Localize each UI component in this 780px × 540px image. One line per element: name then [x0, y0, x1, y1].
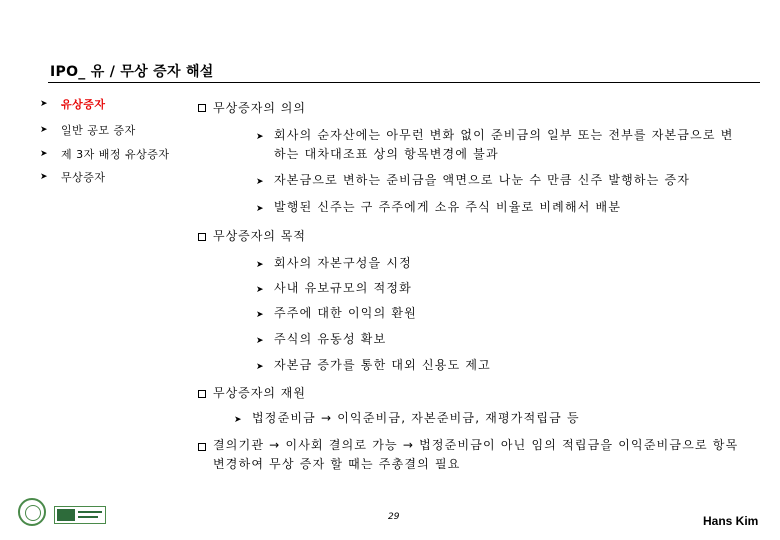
- square-bullet-icon: [198, 233, 206, 241]
- square-bullet-icon: [198, 443, 206, 451]
- section-heading: 결의기관 → 이사회 결의로 가능 → 법정준비금이 아닌 임의 적립금을 이익준비금으로 항목 변경하여 무상 증자 할 때는 주총결의 필요: [213, 438, 739, 471]
- author-name: Hans Kim: [703, 514, 759, 528]
- arrow-bullet-icon: ➤: [256, 177, 264, 187]
- arrow-bullet-icon: ➤: [234, 415, 242, 425]
- section-heading: 무상증자의 의의: [213, 101, 306, 115]
- sidebar-item-label: 제 3자 배정 유상증자: [61, 148, 170, 161]
- arrow-bullet-icon: ➤: [40, 172, 48, 182]
- arrow-bullet-icon: ➤: [256, 132, 264, 142]
- sidebar-item-label: 유상증자: [61, 98, 106, 111]
- bullet-text: 회사의 자본구성을 시정: [274, 256, 412, 270]
- bullet-text: 주주에 대한 이익의 환원: [274, 306, 417, 320]
- university-seal-logo: [18, 498, 46, 526]
- arrow-bullet-icon: ➤: [256, 310, 264, 320]
- sidebar-item-label: 일반 공모 증자: [61, 124, 136, 137]
- section-heading: 무상증자의 목적: [213, 229, 306, 243]
- bullet-text: 자본금 증가를 통한 대외 신용도 제고: [274, 358, 491, 372]
- bullet-text: 회사의 순자산에는 아무런 변화 없이 준비금의 일부 또는 전부를 자본금으로 변하는 대차대조표 상의 항목변경에 불과: [274, 128, 734, 161]
- bullet-text: 사내 유보규모의 적정화: [274, 281, 412, 295]
- page-title: IPO_ 유 / 무상 증자 해설: [50, 64, 214, 80]
- arrow-bullet-icon: ➤: [256, 336, 264, 346]
- bullet-text: 법정준비금 → 이익준비금, 자본준비금, 재평가적립금 등: [252, 411, 580, 425]
- arrow-bullet-icon: ➤: [256, 204, 264, 214]
- title-divider: [48, 82, 760, 83]
- arrow-bullet-icon: ➤: [256, 285, 264, 295]
- arrow-bullet-icon: ➤: [256, 260, 264, 270]
- ku-logo: [54, 506, 106, 524]
- arrow-bullet-icon: ➤: [40, 125, 48, 135]
- arrow-bullet-icon: ➤: [256, 362, 264, 372]
- bullet-text: 주식의 유동성 확보: [274, 332, 387, 346]
- square-bullet-icon: [198, 390, 206, 398]
- arrow-bullet-icon: ➤: [40, 149, 48, 159]
- section-heading: 무상증자의 재원: [213, 386, 306, 400]
- square-bullet-icon: [198, 104, 206, 112]
- page-number: 29: [388, 512, 400, 522]
- arrow-bullet-icon: ➤: [40, 99, 48, 109]
- bullet-text: 발행된 신주는 구 주주에게 소유 주식 비율로 비례해서 배분: [274, 200, 622, 214]
- sidebar-item-label: 무상증자: [61, 171, 106, 184]
- bullet-text: 자본금으로 변하는 준비금을 액면으로 나눈 수 만큼 신주 발행하는 증자: [274, 173, 691, 187]
